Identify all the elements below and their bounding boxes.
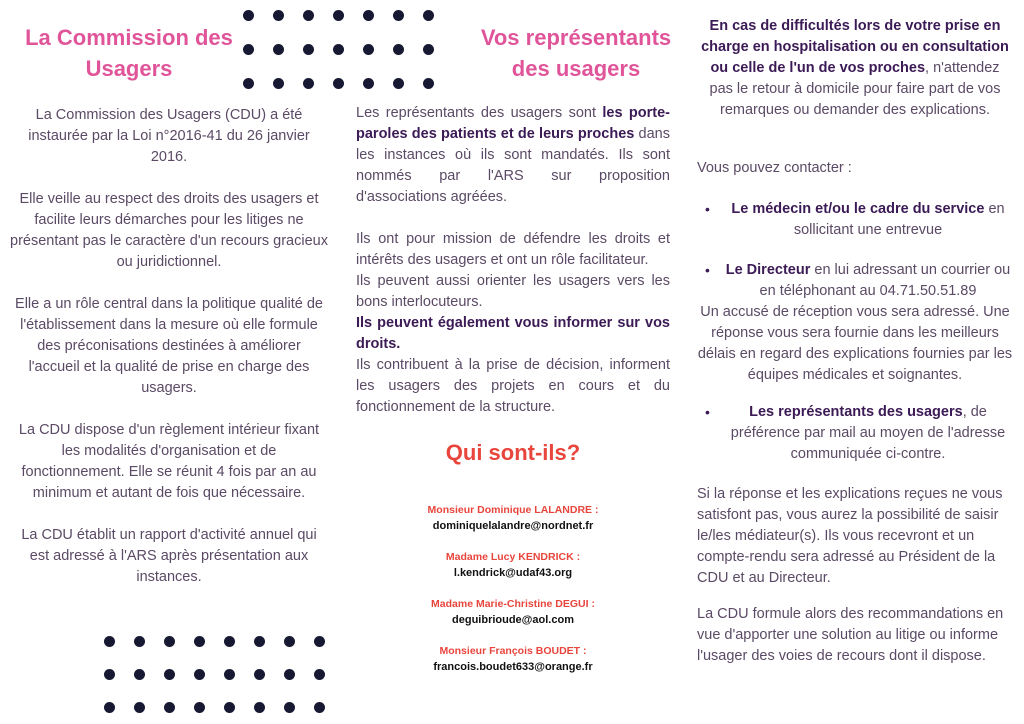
dot — [134, 702, 145, 713]
dot — [284, 669, 295, 680]
dot — [254, 702, 265, 713]
dot — [333, 44, 344, 55]
representatives-paragraph: Ils peuvent également vous informer sur vos droits. — [356, 315, 670, 352]
dot — [224, 669, 235, 680]
dot — [393, 10, 404, 21]
dot — [254, 669, 265, 680]
representative-name: Monsieur Dominique LALANDRE : — [427, 504, 599, 516]
representative-email[interactable]: deguibrioude@aol.com — [452, 614, 574, 626]
representative-name: Monsieur François BOUDET : — [439, 645, 587, 657]
representatives-paragraph: Les représentants des usagers sont les porte-paroles des patients et de leurs proches dans les instances où ils sont mandatés. Ils sont nommés par l'ARS sur proposition d'associations agréées. — [356, 105, 671, 205]
dot — [273, 44, 284, 55]
dot — [134, 669, 145, 680]
representatives-paragraph: Ils peuvent aussi orienter les usagers vers les bons interlocuteurs. — [356, 273, 670, 310]
representative-entry — [356, 550, 670, 597]
dot — [303, 44, 314, 55]
dot — [194, 702, 205, 713]
dot — [314, 636, 325, 647]
dot — [254, 636, 265, 647]
dot — [314, 669, 325, 680]
representative-entry — [356, 644, 670, 691]
dot — [303, 10, 314, 21]
dot — [303, 78, 314, 89]
dot — [194, 669, 205, 680]
dot — [423, 78, 434, 89]
representative-email[interactable]: dominiquelalandre@nordnet.fr — [432, 520, 594, 532]
dot — [363, 10, 374, 21]
dot — [224, 702, 235, 713]
cdu-paragraph: Elle a un rôle central dans la politique qualité de l'établissement dans la mesure où elle formule des préconisations destinées à améliorer l'accueil et la qualité de prise en charge des usagers. — [15, 296, 323, 396]
dot — [224, 636, 235, 647]
cdu-paragraph: La CDU établit un rapport d'activité annuel qui est adressé à l'ARS après présentation aux instances. — [21, 527, 317, 585]
dot — [273, 78, 284, 89]
cdu-title: La Commission des Usagers — [25, 25, 233, 81]
contact-label: Vous pouvez contacter : — [697, 160, 852, 176]
bullet-icon: • — [705, 262, 710, 278]
representatives-paragraph: Ils contribuent à la prise de décision, informent les usagers des projets en cours et du fonctionnement de la structure. — [356, 357, 670, 415]
dot — [194, 636, 205, 647]
representative-name: Madame Marie-Christine DEGUI : — [431, 598, 595, 610]
dot — [243, 44, 254, 55]
contact-bullet-representatives: • Les représentants des usagers, de préférence par mail au moyen de l'adresse communiquée ci-contre. — [697, 402, 1013, 465]
representative-email[interactable]: l.kendrick@udaf43.org — [453, 567, 573, 579]
cdu-paragraph: La CDU dispose d'un règlement intérieur fixant les modalités d'organisation et de fonctionnement. Elle se réunit 4 fois par an au minimum et autant de fois que nécessaire. — [18, 422, 320, 501]
bullet-icon: • — [705, 201, 710, 217]
representative-entry — [356, 503, 670, 550]
dot — [333, 78, 344, 89]
who-are-they-title: Qui sont-ils? — [445, 440, 581, 465]
decorative-dots-bottom — [104, 636, 325, 713]
dot — [314, 702, 325, 713]
representatives-list — [356, 503, 670, 691]
cdu-body — [10, 105, 328, 609]
dot — [333, 10, 344, 21]
decorative-dots-top — [243, 10, 434, 89]
dot — [134, 636, 145, 647]
representatives-title: Vos représentants des usagers — [480, 25, 672, 81]
contact-bullet-doctor: • Le médecin et/ou le cadre du service en sollicitant une entrevue — [697, 199, 1013, 241]
acknowledgement-text: Un accusé de réception vous sera adressé. Une réponse vous sera fournie dans les meilleurs délais en regard des explications fournies par les équipes médicales et soignantes. — [697, 304, 1013, 383]
dot — [243, 78, 254, 89]
contact-bullet-director: • Le Directeur en lui adressant un courrier ou en téléphonant au 04.71.50.51.89 Un accusé de réception vous sera adressé. Une réponse vous sera fournie dans les meilleurs délais en regard des explications fournies par les équipes médicales et soignantes. — [697, 260, 1013, 386]
dot — [423, 44, 434, 55]
representatives-body — [356, 103, 670, 418]
dot — [104, 636, 115, 647]
dot — [284, 702, 295, 713]
dot — [423, 10, 434, 21]
recommendations-paragraph: La CDU formule alors des recommandations en vue d'apporter une solution au litige ou informe l'usager des voies de recours dont il dispose. — [697, 606, 1004, 664]
representative-email[interactable]: francois.boudet633@orange.fr — [433, 661, 593, 673]
dot — [273, 10, 284, 21]
representative-entry — [356, 597, 670, 644]
cdu-paragraph: La Commission des Usagers (CDU) a été instaurée par la Loi n°2016-41 du 26 janvier 2016. — [28, 107, 310, 165]
difficulties-intro: En cas de difficultés lors de votre prise en charge en hospitalisation ou en consultation ou celle de l'un de vos proches, n'attendez pas le retour à domicile pour faire part de vos remarques ou demander des explications. — [701, 18, 1009, 118]
dot — [363, 78, 374, 89]
dot — [284, 636, 295, 647]
dot — [393, 78, 404, 89]
dot — [104, 702, 115, 713]
dot — [164, 702, 175, 713]
representatives-paragraph: Ils ont pour mission de défendre les droits et intérêts des usagers et ont un rôle facilitateur. — [356, 231, 670, 268]
cdu-paragraph: Elle veille au respect des droits des usagers et facilite leurs démarches pour les litiges ne présentant pas le caractère d'un recours gracieux ou juridictionnel. — [10, 191, 328, 270]
dot — [164, 636, 175, 647]
bullet-icon: • — [705, 404, 710, 420]
dot — [393, 44, 404, 55]
dot — [363, 44, 374, 55]
mediator-paragraph: Si la réponse et les explications reçues ne vous satisfont pas, vous aurez la possibilité de saisir le/les médiateur(s). Ils vous recevront et un compte-rendu sera adressé au Président de la CDU et au Directeur. — [697, 486, 1003, 586]
dot — [164, 669, 175, 680]
dot — [104, 669, 115, 680]
dot — [243, 10, 254, 21]
representative-name: Madame Lucy KENDRICK : — [445, 551, 581, 563]
